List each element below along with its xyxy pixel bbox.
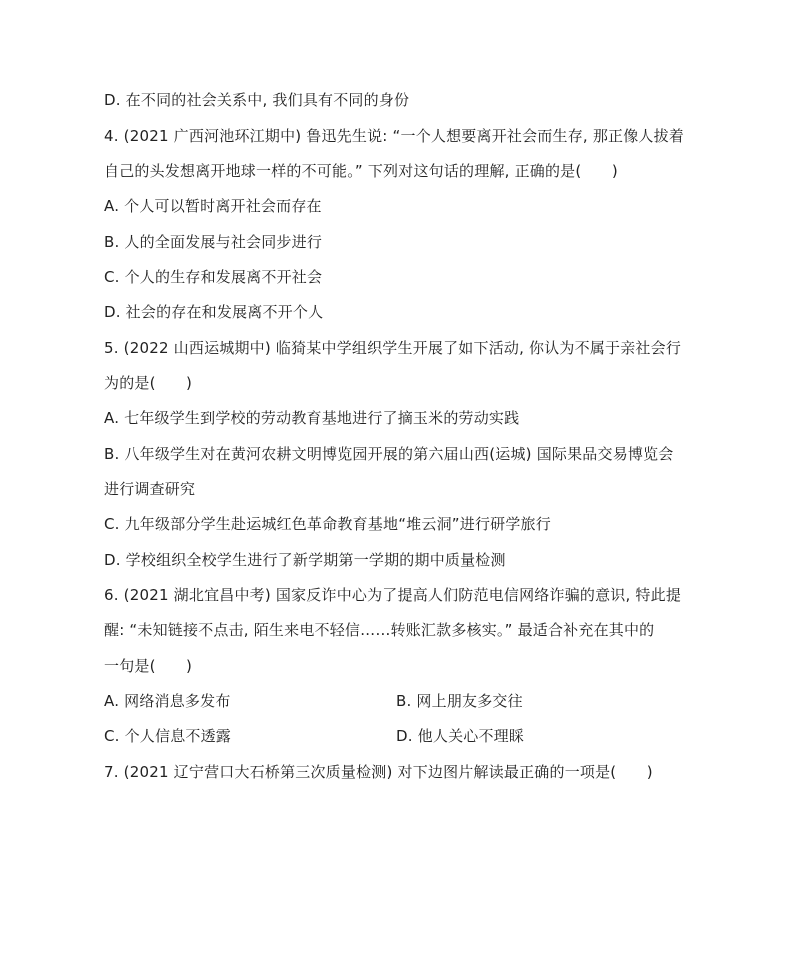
question-6-stem-cont2: 一句是( ) bbox=[104, 657, 193, 675]
q5-option-c: C. 九年级部分学生赴运城红色革命教育基地“堆云洞”进行研学旅行 bbox=[104, 515, 551, 533]
q5-option-d: D. 学校组织全校学生进行了新学期第一学期的期中质量检测 bbox=[104, 551, 506, 569]
question-6-stem: 6. (2021 湖北宜昌中考) 国家反诈中心为了提高人们防范电信网络诈骗的意识, 特此提 bbox=[104, 586, 682, 604]
question-6-stem-cont: 醒: “未知链接不点击, 陌生来电不轻信……转账汇款多核实。” 最适合补充在其中的 bbox=[104, 621, 655, 639]
question-4-stem-cont: 自己的头发想离开地球一样的不可能。” 下列对这句话的理解, 正确的是( ) bbox=[104, 162, 618, 180]
question-5-stem-cont: 为的是( ) bbox=[104, 374, 193, 392]
question-4-stem: 4. (2021 广西河池环江期中) 鲁迅先生说: “一个人想要离开社会而生存, 那正像人拔着 bbox=[104, 127, 685, 145]
q6-option-b: B. 网上朋友多交往 bbox=[396, 692, 523, 710]
q5-option-a: A. 七年级学生到学校的劳动教育基地进行了摘玉米的劳动实践 bbox=[104, 409, 520, 427]
q5-option-b: B. 八年级学生对在黄河农耕文明博览园开展的第六届山西(运城) 国际果品交易博览会 bbox=[104, 445, 674, 463]
q4-option-d: D. 社会的存在和发展离不开个人 bbox=[104, 303, 324, 321]
q6-option-a: A. 网络消息多发布 bbox=[104, 692, 231, 710]
q6-option-row-2 bbox=[104, 726, 704, 746]
q5-option-b-cont: 进行调查研究 bbox=[104, 480, 196, 498]
question-5-stem: 5. (2022 山西运城期中) 临猗某中学组织学生开展了如下活动, 你认为不属于亲社会行 bbox=[104, 339, 682, 357]
q4-option-b: B. 人的全面发展与社会同步进行 bbox=[104, 233, 323, 251]
question-7-stem: 7. (2021 辽宁营口大石桥第三次质量检测) 对下边图片解读最正确的一项是( ) bbox=[104, 763, 653, 781]
q3-option-d: D. 在不同的社会关系中, 我们具有不同的身份 bbox=[104, 91, 410, 109]
q6-option-c: C. 个人信息不透露 bbox=[104, 727, 232, 745]
q4-option-a: A. 个人可以暂时离开社会而存在 bbox=[104, 197, 322, 215]
q6-option-d: D. 他人关心不理睬 bbox=[396, 727, 525, 745]
q6-option-row-1 bbox=[104, 691, 704, 711]
q4-option-c: C. 个人的生存和发展离不开社会 bbox=[104, 268, 323, 286]
